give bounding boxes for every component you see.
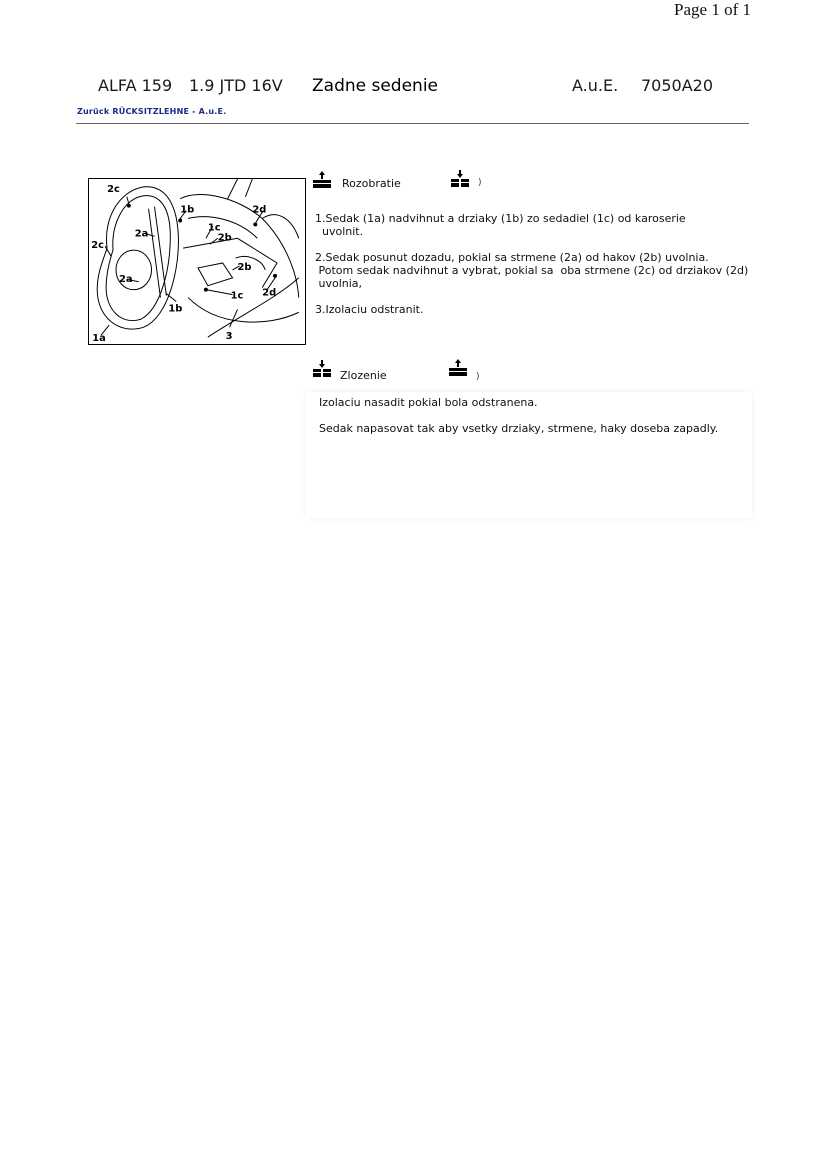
step-2-cont: Potom sedak nadvihnut a vybrat, pokial sa oba strmene (2c) od drziakov (2d) — [315, 264, 749, 277]
document-code: 7050A20 — [641, 76, 714, 95]
page-title: Zadne sedenie — [312, 76, 439, 96]
car-model: ALFA 159 — [98, 76, 173, 95]
callout-2b-bottom: 2b — [237, 261, 252, 273]
assembly-paren: ) — [476, 372, 480, 382]
callout-2b-top: 2b — [217, 232, 232, 244]
step-2: 2.Sedak posunut dozadu, pokial sa strmene (2a) od hakov (2b) uvolnia. — [315, 251, 709, 264]
aue-label: A.u.E. — [572, 76, 619, 95]
disassembly-header — [312, 170, 492, 192]
assembly-label: Zlozenie — [340, 369, 387, 382]
callout-1b-bottom: 1b — [168, 303, 183, 315]
callout-2c-left: 2c — [91, 240, 105, 252]
step-2-cont2: uvolnia, — [315, 277, 363, 290]
callout-1b-top: 1b — [180, 204, 195, 216]
step-1: 1.Sedak (1a) nadvihnut a drziaky (1b) zo sedadiel (1c) od karoserie — [315, 212, 686, 225]
assembly-header — [312, 359, 492, 381]
callout-2d-top: 2d — [252, 204, 267, 216]
assembly-down-icon-left[interactable] — [312, 360, 332, 378]
engine-variant: 1.9 JTD 16V — [189, 76, 283, 95]
header-divider — [76, 123, 749, 124]
callout-3: 3 — [225, 331, 233, 343]
callout-2a-top: 2a — [134, 228, 149, 240]
callout-1c-top: 1c — [207, 222, 221, 234]
callout-1c-bottom: 1c — [230, 290, 244, 302]
disassembly-up-icon-right[interactable] — [448, 359, 468, 377]
assembly-down-icon[interactable] — [450, 170, 470, 188]
callout-1a: 1a — [92, 333, 106, 344]
back-link[interactable]: Zurück RÜCKSITZLEHNE - A.u.E. — [77, 107, 227, 116]
step-1-cont: uvolnit. — [315, 225, 364, 238]
disassembly-label: Rozobratie — [342, 177, 401, 190]
assembly-notes — [306, 392, 752, 518]
disassembly-paren: ) — [478, 178, 482, 188]
page-number: Page 1 of 1 — [674, 0, 751, 19]
callout-2c-top: 2c — [107, 183, 120, 195]
rear-seat-drawing — [89, 179, 305, 344]
disassembly-steps — [315, 212, 748, 316]
callout-2a-bottom: 2a — [118, 273, 133, 285]
document-header — [98, 76, 738, 98]
step-3: 3.Izolaciu odstranit. — [315, 303, 424, 316]
disassembly-up-icon[interactable] — [312, 171, 332, 189]
callout-2d-bottom: 2d — [262, 287, 277, 299]
assembly-note-2: Sedak napasovat tak aby vsetky drziaky, strmene, haky doseba zapadly. — [319, 422, 719, 435]
rear-seat-diagram — [88, 178, 306, 345]
assembly-note-1: Izolaciu nasadit pokial bola odstranena. — [319, 396, 538, 409]
